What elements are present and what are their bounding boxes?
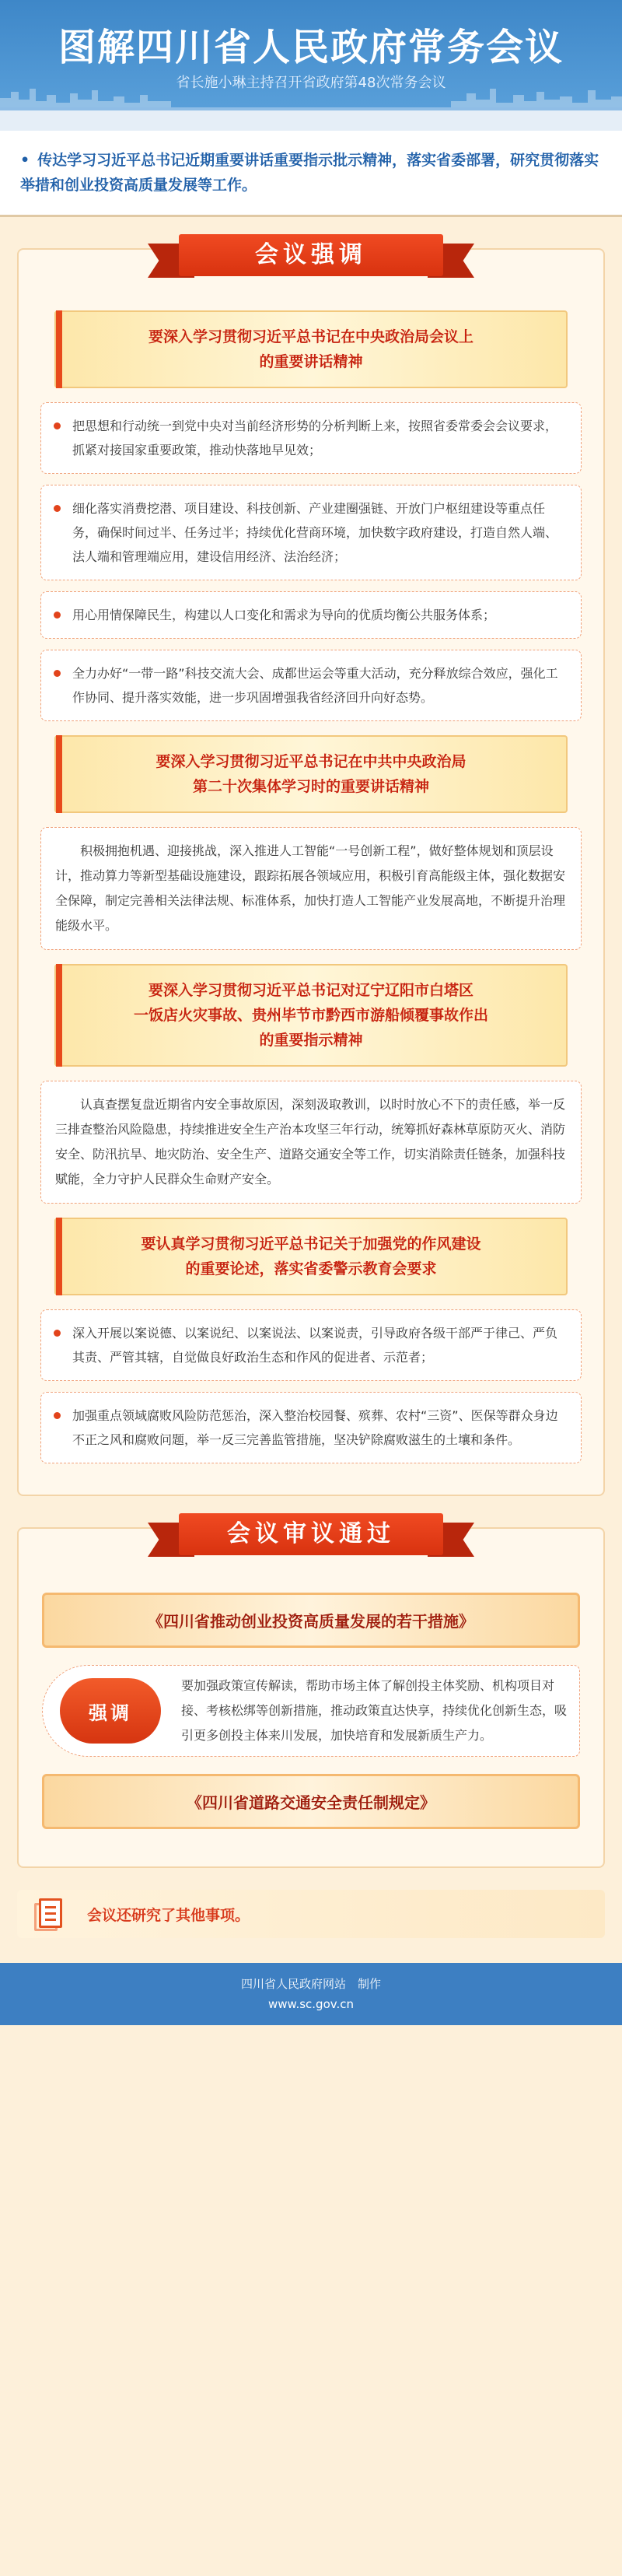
list-item: 细化落实消费挖潜、项目建设、科技创新、产业建圈强链、开放门户枢纽建设等重点任务，确保时间过半、任务过半；持续优化营商环境，加快数字政府建设，打造自然人端、法人端和管理端应用，建设信用经济、法治经济；: [40, 485, 582, 580]
header-bottom-bar: [0, 107, 622, 131]
list-item: 用心用情保障民生，构建以人口变化和需求为导向的优质均衡公共服务体系；: [40, 591, 582, 639]
page-footer: [0, 1963, 622, 2025]
section-ribbon: [148, 230, 474, 281]
bullet-icon: [54, 612, 61, 619]
section-approved-documents: [17, 1520, 605, 1868]
document-icon: [33, 1897, 67, 1931]
section-title: 会议审议通过: [179, 1513, 443, 1555]
list-item: 深入开展以案说德、以案说纪、以案说法、以案说责，引导政府各级干部严于律己、严负其责、严管其辖，自觉做良好政治生态和作风的促进者、示范者；: [40, 1309, 582, 1381]
topic-heading: 要认真学习贯彻习近平总书记关于加强党的作风建设 的重要论述，落实省委警示教育会要求: [54, 1218, 568, 1295]
list-item: 加强重点领域腐败风险防范惩治，深入整治校园餐、殡葬、农村“三资”、医保等群众身边不正之风和腐败问题，举一反三完善监管措施，坚决铲除腐败滋生的土壤和条件。: [40, 1392, 582, 1463]
footer-producer: 四川省人民政府网站 制作: [240, 1977, 381, 1991]
document-title: 《四川省道路交通安全责任制规定》: [42, 1774, 580, 1829]
topic-heading: 要深入学习贯彻习近平总书记在中共中央政治局 第二十次集体学习时的重要讲话精神: [54, 735, 568, 813]
emphasis-text: 要加强政策宣传解读，帮助市场主体了解创投主体奖励、机构项目对接、考核松绑等创新措施，推动政策直达快享，持续优化创新生态，吸引更多创投主体来川发展，加快培育和发展新质生产力。: [181, 1678, 568, 1743]
bullet-icon: [54, 422, 61, 429]
bullet-icon: [54, 670, 61, 677]
topic-paragraph: 认真查摆复盘近期省内安全事故原因，深刻汲取教训，以时时放心不下的责任感，举一反三排查整治风险隐患，持续推进安全生产治本攻坚三年行动，统筹抓好森林草原防灭火、消防安全、防汛抗旱、地灾防治、安全生产、道路交通安全等工作，切实消除责任链条，加强科技赋能，全力守护人民群众生命财产安全。: [40, 1081, 582, 1204]
document-title: 《四川省推动创业投资高质量发展的若干措施》: [42, 1593, 580, 1648]
page-subtitle: 省长施小琳主持召开省政府第48次常务会议: [176, 75, 446, 91]
list-item: 全力办好“一带一路”科技交流大会、成都世运会等重大活动，充分释放综合效应，强化工作协同、提升落实效能，进一步巩固增强我省经济回升向好态势。: [40, 650, 582, 721]
topic-heading: 要深入学习贯彻习近平总书记对辽宁辽阳市白塔区 一饭店火灾事故、贵州毕节市黔西市游船倾覆事故作出 的重要指示精神: [54, 964, 568, 1067]
intro-summary: [0, 131, 622, 217]
page-title: 图解四川省人民政府常务会议: [58, 26, 564, 69]
list-item: 把思想和行动统一到党中央对当前经济形势的分析判断上来，按照省委常委会会议要求，抓紧对接国家重要政策，推动快落地早见效；: [40, 402, 582, 474]
emphasis-box: [42, 1665, 580, 1757]
other-matters-text: 会议还研究了其他事项。: [87, 1906, 250, 1924]
intro-text: 传达学习习近平总书记近期重要讲话重要指示批示精神，落实省委部署，研究贯彻落实举措和创业投资高质量发展等工作。: [20, 152, 599, 194]
section-title: 会议强调: [179, 234, 443, 276]
bullet-icon: [54, 1330, 61, 1337]
emphasis-badge: 强调: [60, 1678, 161, 1744]
bullet-icon: •: [20, 152, 30, 169]
topic-paragraph: 积极拥抱机遇、迎接挑战，深入推进人工智能“一号创新工程”，做好整体规划和顶层设计，推动算力等新型基础设施建设，跟踪拓展各领域应用，积极引育高能级主体，强化数据安全保障，制定完善相关法律法规、标准体系，加快打造人工智能产业发展高地，不断提升治理能级水平。: [40, 827, 582, 950]
topic-heading: 要深入学习贯彻习近平总书记在中央政治局会议上 的重要讲话精神: [54, 310, 568, 388]
bullet-icon: [54, 505, 61, 512]
footer-url[interactable]: www.sc.gov.cn: [268, 1997, 354, 2011]
other-matters: [17, 1890, 605, 1938]
page-header: [0, 0, 622, 131]
section-meeting-emphasis: [17, 241, 605, 1496]
bullet-icon: [54, 1412, 61, 1419]
section-ribbon: [148, 1509, 474, 1560]
